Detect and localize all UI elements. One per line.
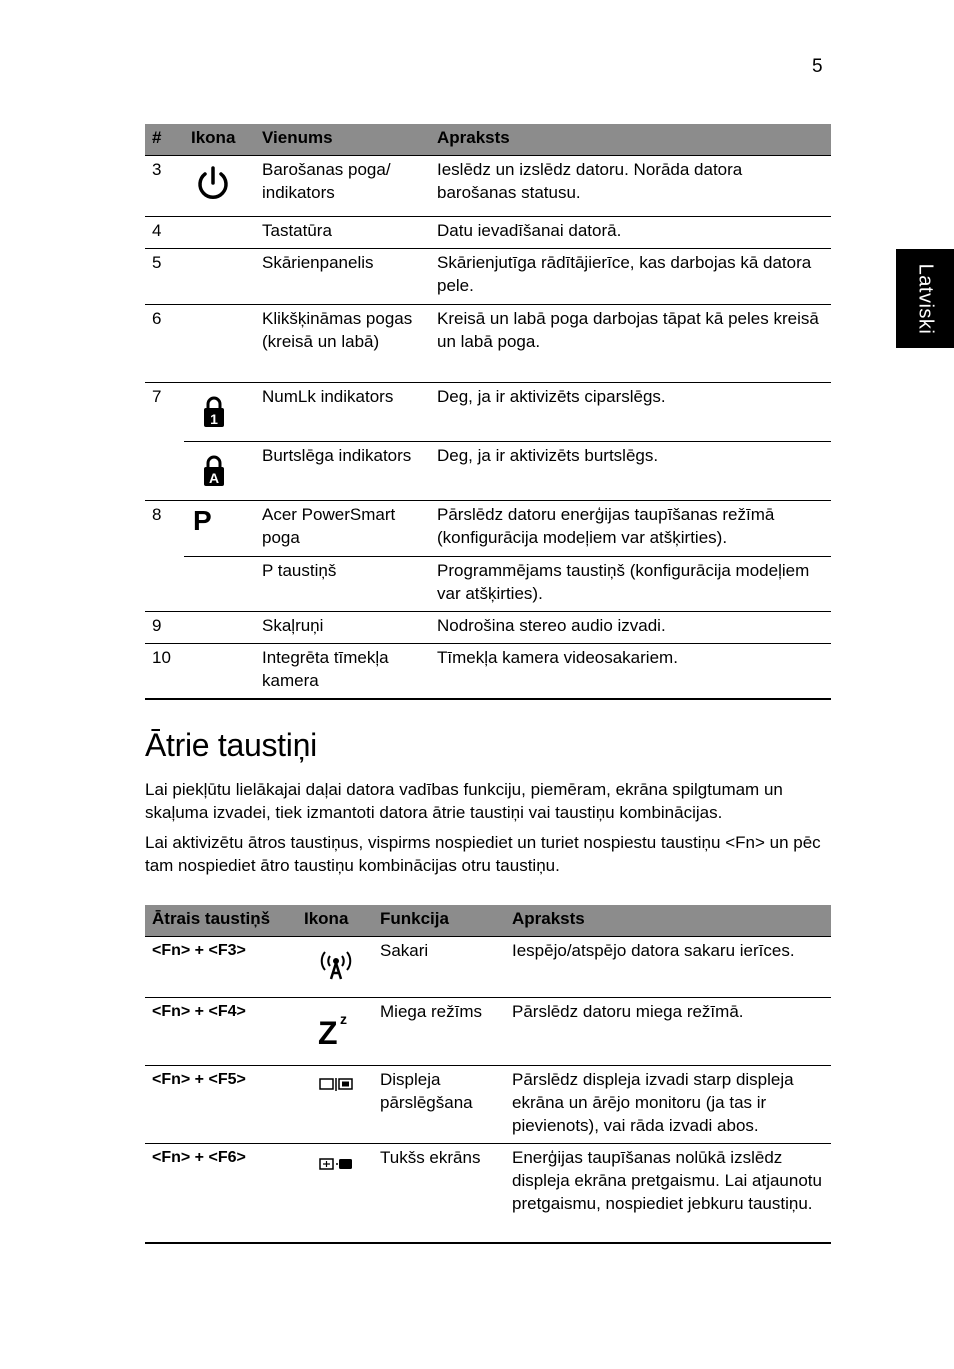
table-header-row bbox=[145, 124, 831, 156]
svg-text:1: 1 bbox=[210, 411, 218, 427]
table-row bbox=[145, 937, 831, 998]
row-description: Nodrošina stereo audio izvadi. bbox=[430, 612, 831, 644]
row-number: 8 bbox=[145, 501, 184, 557]
sleep-icon bbox=[316, 1008, 356, 1048]
table-row bbox=[145, 305, 831, 383]
row-description: Ieslēdz un izslēdz datoru. Norāda datora barošanas statusu. bbox=[430, 156, 831, 217]
table-row bbox=[145, 383, 831, 442]
table-row bbox=[145, 501, 831, 557]
row-number: 10 bbox=[145, 644, 184, 700]
row-item: Burtslēga indikators bbox=[255, 442, 430, 501]
row-function: Sakari bbox=[373, 937, 505, 998]
table-row bbox=[145, 442, 831, 501]
header-icon: Ikona bbox=[297, 905, 373, 937]
header-description: Apraksts bbox=[430, 124, 831, 156]
header-icon: Ikona bbox=[184, 124, 255, 156]
table-row bbox=[145, 612, 831, 644]
row-function: Tukšs ekrāns bbox=[373, 1144, 505, 1243]
row-description: Kreisā un labā poga darbojas tāpat kā peles kreisā un labā poga. bbox=[430, 305, 831, 383]
table-row bbox=[145, 1144, 831, 1243]
row-description: Pārslēdz datoru enerģijas taupīšanas režīmā (konfigurācija modeļiem var atšķirties). bbox=[430, 501, 831, 557]
header-hotkey: Ātrais taustiņš bbox=[145, 905, 297, 937]
row-item: Tastatūra bbox=[255, 217, 430, 249]
row-description: Pārslēdz displeja izvadi starp displeja ekrāna un ārējo monitoru (ja tas ir pievienots), vai rāda izvadi abos. bbox=[505, 1066, 831, 1144]
header-function: Funkcija bbox=[373, 905, 505, 937]
row-item: P taustiņš bbox=[255, 557, 430, 612]
row-hotkey: <Fn> + <F4> bbox=[145, 998, 297, 1066]
row-description: Deg, ja ir aktivizēts ciparslēgs. bbox=[430, 383, 831, 442]
row-description: Tīmekļa kamera videosakariem. bbox=[430, 644, 831, 700]
row-hotkey: <Fn> + <F3> bbox=[145, 937, 297, 998]
page-number: 5 bbox=[812, 56, 823, 77]
section-title: Ātrie taustiņi bbox=[145, 727, 317, 763]
header-description: Apraksts bbox=[505, 905, 831, 937]
row-function: Miega režīms bbox=[373, 998, 505, 1066]
svg-text:Z: Z bbox=[318, 1015, 338, 1048]
row-description: Skārienjutīga rādītājierīce, kas darbojas kā datora pele. bbox=[430, 249, 831, 305]
hotkeys-table bbox=[145, 905, 831, 1244]
table-row bbox=[145, 217, 831, 249]
blank-screen-icon bbox=[318, 1156, 358, 1176]
row-hotkey: <Fn> + <F6> bbox=[145, 1144, 297, 1243]
row-description: Deg, ja ir aktivizēts burtslēgs. bbox=[430, 442, 831, 501]
table-row bbox=[145, 156, 831, 217]
row-description: Pārslēdz datoru miega režīmā. bbox=[505, 998, 831, 1066]
row-item: Integrēta tīmekļa kamera bbox=[255, 644, 430, 700]
numlock-icon bbox=[199, 395, 229, 429]
row-number bbox=[145, 557, 184, 612]
power-icon bbox=[193, 164, 233, 204]
row-item: Barošanas poga/ indikators bbox=[255, 156, 430, 217]
header-item: Vienums bbox=[255, 124, 430, 156]
capslock-icon bbox=[199, 454, 229, 488]
powersmart-icon bbox=[191, 505, 217, 535]
language-tab-label: Latviski bbox=[914, 263, 937, 335]
table-header-row bbox=[145, 905, 831, 937]
row-item: Skārienpanelis bbox=[255, 249, 430, 305]
row-description: Datu ievadīšanai datorā. bbox=[430, 217, 831, 249]
row-description: Enerģijas taupīšanas nolūkā izslēdz displeja ekrāna pretgaismu. Lai atjaunotu pretgaismu, nospiediet jebkuru taustiņu. bbox=[505, 1144, 831, 1243]
table-row bbox=[145, 249, 831, 305]
row-hotkey: <Fn> + <F5> bbox=[145, 1066, 297, 1144]
row-number: 6 bbox=[145, 305, 184, 383]
svg-text:P: P bbox=[193, 505, 212, 535]
svg-text:z: z bbox=[340, 1011, 347, 1027]
wireless-icon bbox=[316, 949, 356, 981]
row-item: Acer PowerSmart poga bbox=[255, 501, 430, 557]
row-number: 7 bbox=[145, 383, 184, 442]
row-number: 9 bbox=[145, 612, 184, 644]
display-toggle-icon bbox=[318, 1076, 358, 1096]
row-description: Programmējams taustiņš (konfigurācija modeļiem var atšķirties). bbox=[430, 557, 831, 612]
row-item: NumLk indikators bbox=[255, 383, 430, 442]
table-row bbox=[145, 644, 831, 700]
row-function: Displeja pārslēgšana bbox=[373, 1066, 505, 1144]
svg-text:A: A bbox=[208, 470, 220, 486]
components-table bbox=[145, 124, 831, 700]
row-number: 3 bbox=[145, 156, 184, 217]
intro-paragraph: Lai piekļūtu lielākajai daļai datora vadības funkciju, piemēram, ekrāna spilgtumam un skaļuma izvadei, tiek izmantoti datora ātrie taustiņi vai taustiņu kombinācijas. bbox=[145, 780, 783, 822]
row-number: 4 bbox=[145, 217, 184, 249]
table-row bbox=[145, 1066, 831, 1144]
row-item: Skaļruņi bbox=[255, 612, 430, 644]
instruction-paragraph: Lai aktivizētu ātros taustiņus, vispirms nospiediet un turiet nospiestu taustiņu <Fn> un pēc tam nospiediet ātro taustiņu kombinācijas otru taustiņu. bbox=[145, 833, 821, 875]
row-item: Klikšķināmas pogas (kreisā un labā) bbox=[255, 305, 430, 383]
row-number bbox=[145, 442, 184, 501]
header-number: # bbox=[145, 124, 184, 156]
row-description: Iespējo/atspējo datora sakaru ierīces. bbox=[505, 937, 831, 998]
row-number: 5 bbox=[145, 249, 184, 305]
language-tab bbox=[896, 249, 954, 348]
table-row bbox=[145, 998, 831, 1066]
table-row bbox=[145, 557, 831, 612]
